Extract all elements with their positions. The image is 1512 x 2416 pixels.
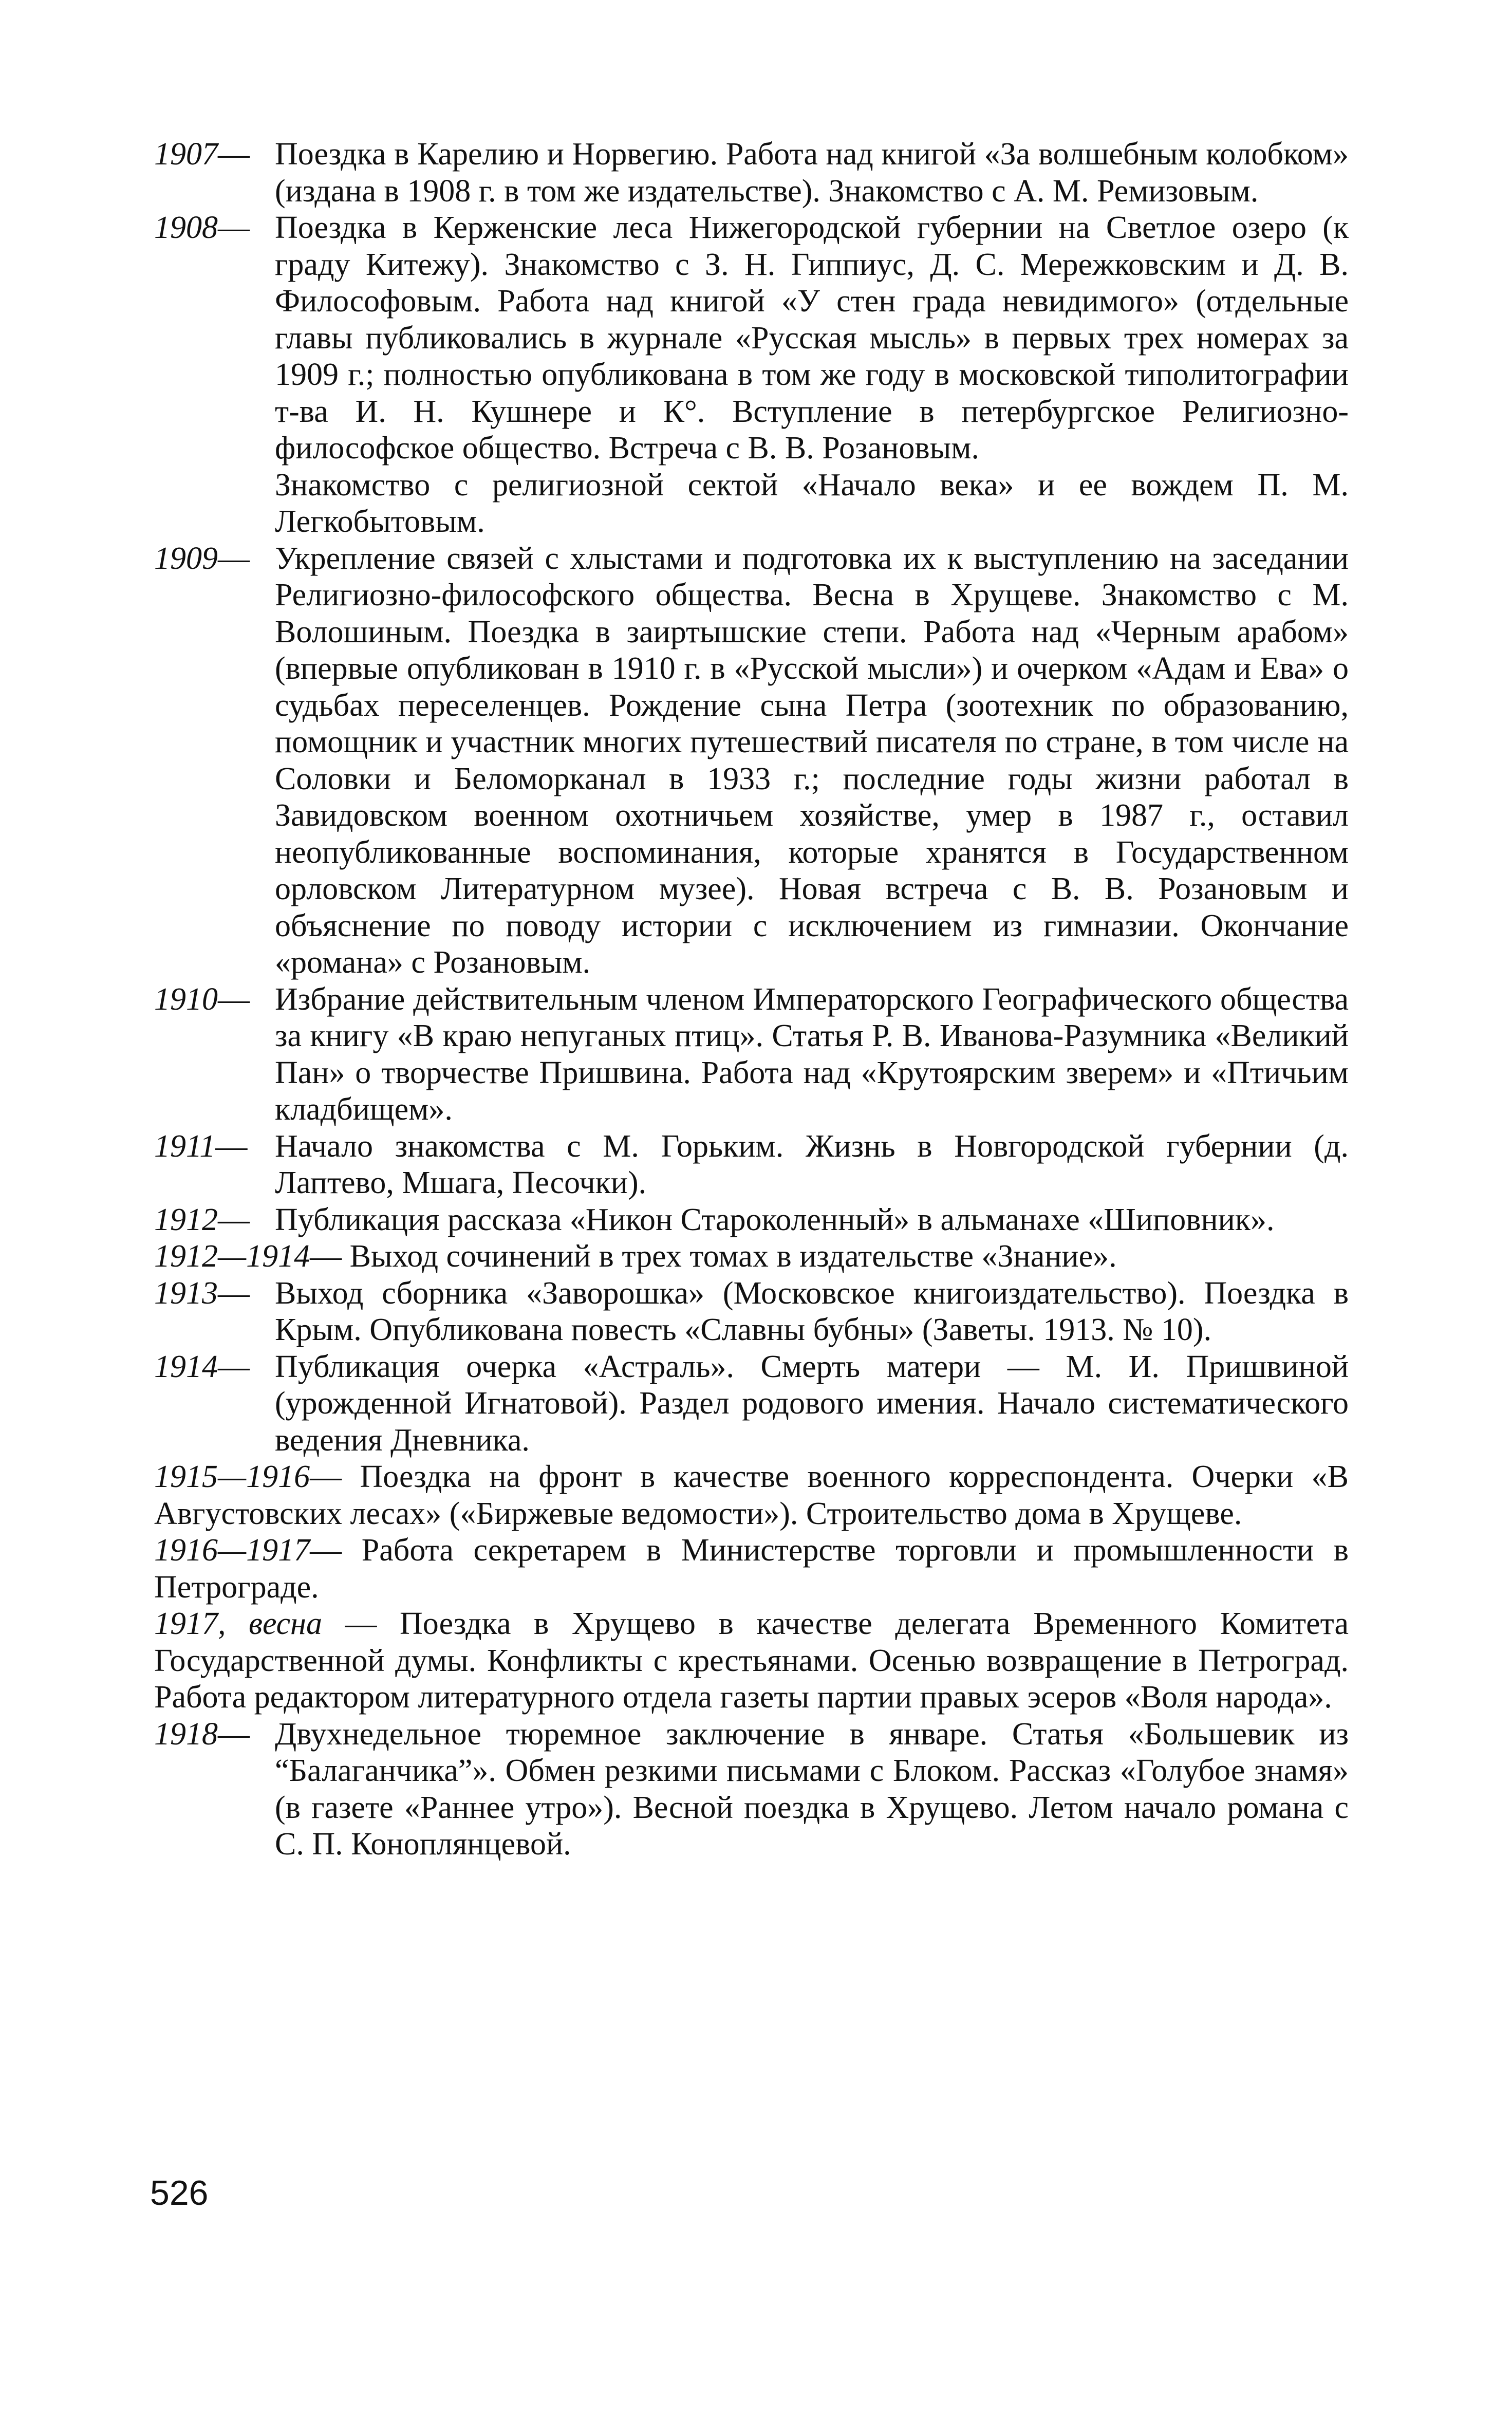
chronology-entry-1918: [154, 1716, 1349, 1863]
entry-head: [154, 1606, 400, 1641]
entry-head: [154, 1202, 250, 1239]
entry-head: [154, 1275, 250, 1312]
entry-year: 1914: [154, 1349, 218, 1384]
entry-year: 1912—1914: [154, 1239, 310, 1274]
entry-dash: —: [310, 1239, 350, 1274]
entry-year: 1907: [154, 137, 218, 172]
entry-head: [154, 1128, 247, 1165]
chronology-entry-1907: [154, 136, 1349, 210]
entry-head: [154, 1716, 250, 1753]
entry-head: [154, 1459, 360, 1494]
entry-year: 1909: [154, 541, 218, 576]
entry-text: Поездка в Хрущево в качестве делегата Временного Комитета Государственной думы. Конфликты с крестьянами. Осенью возвращение в Петроград. Работа редактором литературного отдела газеты партии правых эсеров «Воля народа».: [154, 1606, 1349, 1715]
entry-text: Начало знакомства с М. Горьким. Жизнь в Новгородской губернии (д. Лаптево, Мшага, Песочки).: [275, 1128, 1349, 1200]
entry-year: 1910: [154, 981, 218, 1017]
entry-dash: —: [218, 1202, 250, 1237]
chronology-text: [154, 136, 1349, 1863]
entry-dash: —: [218, 137, 250, 172]
entry-head: [154, 1349, 250, 1386]
chronology-entry-1908: [154, 210, 1349, 541]
page-number: 526: [150, 2173, 209, 2213]
entry-dash: —: [322, 1606, 400, 1641]
entry-year: 1913: [154, 1275, 218, 1311]
entry-text: Избрание действительным членом Императорского Географического общества за книгу «В краю непуганых птиц». Статья Р. В. Иванова-Разумника «Великий Пан» о творчестве Пришвина. Работа над «Крутоярским зверем» и «Птичьим кладбищем».: [275, 981, 1349, 1127]
entry-dash: —: [218, 210, 250, 245]
entry-dash: —: [310, 1533, 362, 1568]
entry-year: 1916—1917: [154, 1533, 310, 1568]
entry-text: Выход сочинений в трех томах в издательстве «Знание».: [349, 1239, 1117, 1274]
entry-dash: —: [218, 1716, 250, 1752]
entry-year: 1918: [154, 1716, 218, 1752]
entry-text: Поездка в Карелию и Норвегию. Работа над книгой «За волшебным колобком» (издана в 1908 г. в том же издательстве). Знакомство с А. М. Ремизовым.: [275, 137, 1349, 209]
chronology-entry-1911: [154, 1128, 1349, 1202]
entry-year: 1911: [154, 1128, 216, 1164]
entry-text: Двухнедельное тюремное заключение в январе. Статья «Большевик из “Балаганчика”». Обмен резкими письмами с Блоком. Рассказ «Голубое знамя» (в газете «Раннее утро»). Весной поездка в Хрущево. Летом начало романа с С. П. Коноплянцевой.: [275, 1716, 1349, 1862]
chronology-entry-1917-spring: [154, 1606, 1349, 1716]
chronology-entry-1909: [154, 541, 1349, 981]
entry-text: Выход сборника «Заворошка» (Московское книгоиздательство). Поездка в Крым. Опубликована повесть «Славны бубны» (Заветы. 1913. № 10).: [275, 1275, 1349, 1347]
entry-text: Публикация очерка «Астраль». Смерть матери — М. И. Пришвиной (урожденной Игнатовой). Раздел родового имения. Начало систематического ведения Дневника.: [275, 1349, 1349, 1458]
chronology-entry-1916-1917: [154, 1532, 1349, 1606]
entry-head: [154, 541, 250, 578]
entry-year: 1912: [154, 1202, 218, 1237]
chronology-entry-1915-1916: [154, 1459, 1349, 1532]
chronology-entry-1910: [154, 981, 1349, 1128]
chronology-entry-1912: [154, 1202, 1349, 1239]
entry-head: [154, 1239, 350, 1274]
entry-dash: —: [218, 541, 250, 576]
entry-dash: —: [218, 1349, 250, 1384]
entry-text: Укрепление связей с хлыстами и подготовка их к выступлению на заседании Религиозно-философского общества. Весна в Хрущеве. Знакомство с М. Волошиным. Поездка в заиртышские степи. Работа над «Черным арабом» (впервые опубликован в 1910 г. в «Русской мысли») и очерком «Адам и Ева» о судьбах переселенцев. Рождение сына Петра (зоотехник по образованию, помощник и участник многих путешествий писателя по стране, в том числе на Соловки и Беломорканал в 1933 г.; последние годы жизни работал в Завидовском военном охотничьем хозяйстве, умер в 1987 г., оставил неопубликованные воспоминания, которые хранятся в Государственном орловском Литературном музее). Новая встреча с В. В. Розановым и объяснение по поводу истории с исключением из гимназии. Окончание «романа» с Розановым.: [275, 541, 1349, 980]
chronology-entry-1912-1914: [154, 1238, 1349, 1275]
entry-text: Работа секретарем в Министерстве торговли и промышленности в Петрограде.: [154, 1533, 1349, 1605]
entry-year: 1908: [154, 210, 218, 245]
entry-year: 1915—1916: [154, 1459, 310, 1494]
entry-year: 1917, весна: [154, 1606, 322, 1641]
entry-text-continuation: Знакомство с религиозной сектой «Начало века» и ее вождем П. М. Легкобытовым.: [275, 467, 1349, 539]
chronology-entry-1913: [154, 1275, 1349, 1349]
entry-text: Поездка в Керженские леса Нижегородской губернии на Светлое озеро (к граду Китежу). Знакомство с З. Н. Гиппиус, Д. С. Мережковским и Д. В. Философовым. Работа над книгой «У стен града невидимого» (отдельные главы публиковались в журнале «Русская мысль» в первых трех номерах за 1909 г.; полностью опубликована в том же году в московской типолитографии т-ва И. Н. Кушнере и К°. Вступление в петербургское Религиозно-философское общество. Встреча с В. В. Розановым.: [275, 210, 1349, 466]
chronology-entry-1914: [154, 1349, 1349, 1459]
entry-dash: —: [215, 1128, 248, 1164]
entry-head: [154, 1533, 362, 1568]
entry-text: Публикация рассказа «Никон Староколенный» в альманахе «Шиповник».: [275, 1202, 1275, 1237]
entry-dash: —: [218, 981, 250, 1017]
entry-dash: —: [310, 1459, 360, 1494]
entry-dash: —: [218, 1275, 250, 1311]
entry-head: [154, 210, 250, 247]
entry-head: [154, 981, 250, 1018]
entry-head: [154, 136, 250, 173]
entry-text: Поездка на фронт в качестве военного корреспондента. Очерки «В Августовских лесах» («Биржевые ведомости»). Строительство дома в Хрущеве.: [154, 1459, 1349, 1531]
